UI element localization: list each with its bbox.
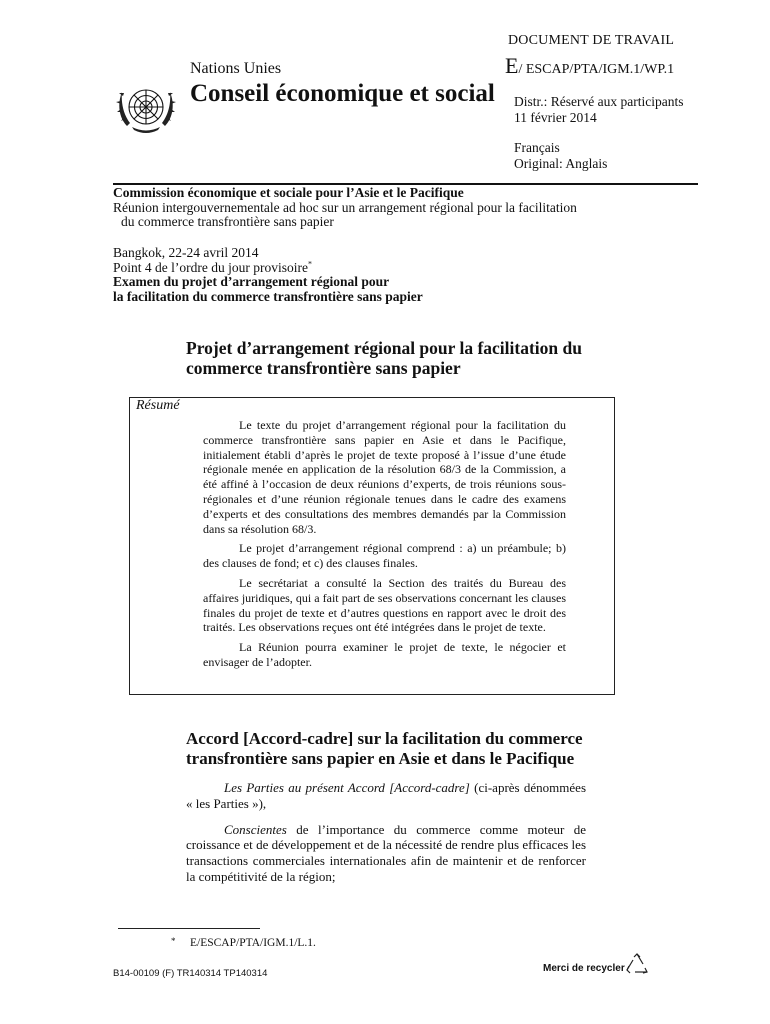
agenda-point-text: Point 4 de l’ordre du jour provisoire (113, 259, 308, 275)
agenda-footnote-mark: * (307, 259, 312, 268)
agenda-title-line1: Examen du projet d’arrangement régional pour (113, 274, 390, 289)
distribution-text: Distr.: Réservé aux participants (514, 94, 684, 109)
agenda-title-line2: la facilitation du commerce transfrontière sans papier (113, 288, 423, 304)
body-paragraph-1-rest: (ci-après dénommées « les Parties »), (186, 780, 587, 811)
symbol-rest: / ESCAP/PTA/IGM.1/WP.1 (518, 62, 675, 77)
council-title: Conseil économique et social (190, 80, 495, 107)
footnote-mark: * (171, 936, 176, 946)
organization-name: Nations Unies (190, 60, 282, 77)
summary-label: Résumé (136, 398, 180, 413)
accord-body (186, 780, 586, 895)
meeting-block (113, 246, 673, 304)
work-document-label: DOCUMENT DE TRAVAIL (508, 33, 675, 48)
footnote-text: E/ESCAP/PTA/IGM.1/L.1. (190, 937, 316, 949)
un-emblem-icon (113, 78, 179, 140)
body-paragraph-2 (186, 822, 586, 885)
footnote-divider (118, 928, 260, 929)
summary-paragraph-3: Le secrétariat a consulté la Section des traités du Bureau des affaires juridiques, qui a fait part de ses observations concernant les clauses finales du projet de texte et d’autres questions en rapport avec le droit des traités. Les observations reçues ont été intégrées dans le projet de texte. (203, 575, 566, 635)
summary-paragraph-1: Le texte du projet d’arrangement régional pour la facilitation du commerce transfrontière sans papier en Asie et dans le Pacifique, initialement établi d’après le projet de texte proposé à l’issue d’une étude régionale menée en application de la résolution 68/3 de la Commission, a été affiné à l’occasion de deux réunions d’experts, de trois réunions sous-régionales et d’une réunion régionale tenues dans le cadre des examens d’experts et des consultations des membres demandés par la Commission dans sa résolution 68/3. (203, 418, 566, 536)
original-language: Original: Anglais (514, 156, 608, 171)
project-title-line1: Projet d’arrangement régional pour la facilitation du (186, 338, 582, 358)
accord-title-line1: Accord [Accord-cadre] sur la facilitation du commerce (186, 729, 583, 748)
body-paragraph-2-italic: Conscientes (224, 821, 287, 837)
document-symbol (505, 53, 674, 79)
document-date: 11 février 2014 (514, 110, 597, 125)
summary-text (203, 418, 566, 675)
symbol-prefix: E (505, 53, 519, 78)
body-paragraph-1-italic: Les Parties au présent Accord [Accord-cadre] (224, 780, 470, 795)
language-block (514, 140, 607, 172)
accord-title-line2: transfrontière sans papier en Asie et dans le Pacifique (186, 749, 575, 768)
body-paragraph-1 (186, 780, 586, 812)
meeting-name-line1: Réunion intergouvernementale ad hoc sur un arrangement régional pour la facilitation (113, 199, 577, 215)
meeting-name-line2: du commerce transfrontière sans papier (121, 214, 334, 229)
accord-title (186, 729, 596, 769)
place-date: Bangkok, 22-24 avril 2014 (113, 245, 259, 260)
distribution-block (514, 94, 683, 126)
language-text: Français (514, 140, 560, 155)
commission-name: Commission économique et sociale pour l’Asie et le Pacifique (113, 185, 464, 200)
recycle-icon (624, 952, 650, 978)
recycle-text: Merci de recycler (543, 963, 625, 974)
job-number: B14-00109 (F) TR140314 TP140314 (113, 968, 268, 979)
project-title (186, 338, 586, 378)
commission-block (113, 186, 673, 230)
project-title-line2: commerce transfrontière sans papier (186, 358, 461, 378)
agenda-point (113, 261, 673, 276)
summary-paragraph-2: Le projet d’arrangement régional comprend : a) un préambule; b) des clauses de fond; et c) des clauses finales. (203, 541, 566, 571)
body-paragraph-2-rest: de l’importance du commerce comme moteur de croissance et de développement et de la nécessité de rendre plus efficaces les transactions commerciales internationales afin de maintenir et de renforcer la compétitivité de la région; (186, 821, 586, 884)
summary-paragraph-4: La Réunion pourra examiner le projet de texte, le négocier et envisager de l’adopter. (203, 640, 566, 669)
